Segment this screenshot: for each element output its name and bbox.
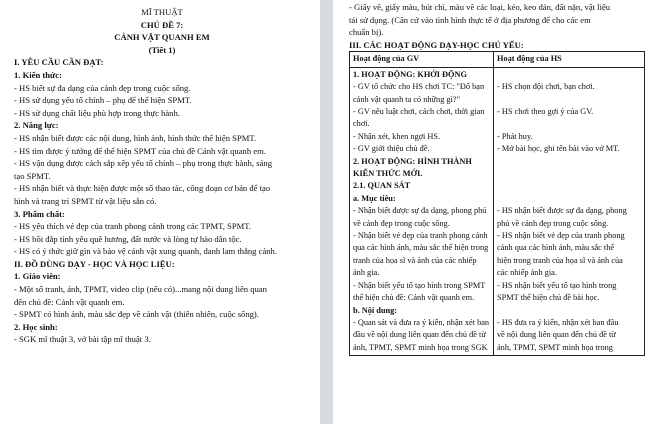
text-line: chơi. (353, 119, 370, 129)
subheading-observe: 2.1. QUAN SÁT (353, 181, 411, 191)
text-line: cảnh qua các hình ảnh, màu sắc thể (497, 243, 615, 253)
subject-title: MĨ THUẬT (141, 7, 183, 17)
period-label: (Tiết 1) (148, 44, 176, 55)
text-line: - SPMT có hình ảnh, màu sắc đẹp về cảnh vật (thiên nhiên, cuộc sống). (14, 309, 259, 320)
text-line: - HS có ý thức giữ gìn và bảo vệ cảnh vật xung quanh, danh lam thắng cảnh. (14, 246, 278, 257)
text-line: chuẩn bị). (349, 27, 384, 38)
activity-heading-new-knowledge-cont: KIẾN THỨC MỚI. (353, 169, 423, 179)
subheading-qualities: 3. Phẩm chất: (14, 208, 65, 219)
text-line: - Nhận biết yếu tố tạo hình trong SPMT (353, 280, 486, 290)
text-line: hiện trong tranh của họa sĩ và ảnh của (497, 255, 623, 265)
text-line: hình và trang trí SPMT từ vật liệu sẵn có. (14, 195, 157, 206)
section-heading-requirements: I. YÊU CẦU CẦN ĐẠT: (14, 57, 104, 68)
subheading-teacher: 1. Giáo viên: (14, 271, 61, 282)
text-line: - HS vận dụng được cách sắp xếp yếu tố chính – phụ trong thực hành, sáng (14, 158, 273, 169)
text-line: - HS nhận biết vẻ đẹp của tranh phong (497, 231, 625, 241)
subheading-knowledge: 1. Kiến thức: (14, 69, 62, 80)
document-page-left (0, 0, 320, 424)
document-page-right (333, 0, 650, 424)
activity-heading-new-knowledge: 2. HOẠT ĐỘNG: HÌNH THÀNH (353, 156, 472, 166)
text-line: - HS nhận biết được sự đa dạng, phong (497, 206, 627, 216)
text-line: - HS sử dụng chất liệu phù hợp trong thực hành. (14, 107, 180, 118)
subheading-objectives: a. Mục tiêu: (353, 193, 396, 203)
table-header-row (350, 52, 645, 67)
text-line: - Nhận biết được sự đa dạng, phong phú (353, 206, 487, 216)
text-line: - Một số tranh, ảnh, TPMT, video clip (nếu có)...mang nội dung liên quan (14, 284, 267, 295)
text-line: - SGK mĩ thuật 3, vở bài tập mĩ thuật 3. (14, 334, 151, 345)
text-line: - HS nhận biết được các nội dung, hình ảnh, hình thức thể hiện SPMT. (14, 132, 257, 143)
text-line: về nội dung liên quan đến chủ đề từ (497, 330, 616, 340)
theme-title: CHỦ ĐỀ 7: (140, 19, 184, 30)
text-line: cảnh vật quanh ta có những gì?" (353, 94, 460, 104)
teacher-activity-cell (350, 67, 494, 355)
text-line: về cảnh đẹp trong cuộc sống. (353, 218, 450, 228)
text-line: - Phát huy. (497, 131, 533, 141)
text-line: tái sử dụng. (Căn cứ vào tình hình thực tế ở địa phương để cho các em (349, 14, 591, 25)
text-line: phú về cảnh đẹp trong cuộc sống. (497, 218, 609, 228)
text-line: - GV nêu luật chơi, cách chơi, thời gian (353, 107, 485, 116)
text-line: - HS yêu thích vẻ đẹp của tranh phong cảnh trong các TPMT, SPMT. (14, 221, 251, 232)
column-header-teacher: Hoạt động của GV (350, 52, 494, 67)
text-line: tạo SPMT. (14, 170, 51, 181)
text-line: - Nhận biết vẻ đẹp của tranh phong cảnh (353, 231, 488, 241)
text-line: - HS tìm được ý tưởng để thể hiện SPMT của chủ đề Cảnh vật quanh em. (14, 145, 266, 156)
text-line: đầu về nội dung liên quan đến chủ đề từ (353, 330, 486, 340)
text-line: các nhiếp ảnh gia. (497, 268, 557, 278)
text-line: - HS biết sự đa dạng của cảnh đẹp trong cuộc sống. (14, 82, 191, 93)
text-line: đến chủ đề: Cảnh vật quanh em. (14, 296, 125, 307)
lesson-title: CẢNH VẬT QUANH EM (114, 32, 210, 43)
text-line: qua các hình ảnh, màu sắc thể hiện trong (353, 243, 489, 253)
text-line: ảnh gia. (353, 268, 380, 278)
text-line: - HS chơi theo gợi ý của GV. (497, 107, 594, 116)
text-line: - HS sử dụng yếu tố chính – phụ để thể hiện SPMT. (14, 95, 192, 106)
text-line: - Giấy vẽ, giấy màu, bút chì, màu vẽ các loại, kéo, keo dán, đất nặn, vật liệu (349, 2, 611, 12)
text-line: - HS đưa ra ý kiến, nhận xét ban đầu (497, 317, 619, 327)
table-row (350, 67, 645, 355)
text-line: ảnh, TPMT, SPMT minh họa trong (497, 342, 613, 352)
student-activity-cell (494, 67, 645, 355)
text-line: - GV giới thiệu chủ đề. (353, 144, 430, 154)
section-heading-materials: II. ĐỒ DÙNG DẠY - HỌC VÀ HỌC LIỆU: (14, 258, 175, 269)
text-line: - Quan sát và đưa ra ý kiến, nhận xét ban (353, 317, 490, 327)
text-line: ảnh, TPMT, SPMT minh họa trong SGK (353, 342, 488, 352)
section-heading-activities: III. CÁC HOẠT ĐỘNG DẠY-HỌC CHỦ YẾU: (349, 39, 524, 50)
subheading-competence: 2. Năng lực: (14, 120, 59, 131)
column-header-student: Hoạt động của HS (494, 52, 645, 67)
activity-heading-warmup: 1. HOẠT ĐỘNG: KHỞI ĐỘNG (353, 69, 467, 79)
text-line: SPMT thể hiện chủ đề bài học. (497, 293, 600, 303)
text-line: tranh của họa sĩ và ảnh của các nhiếp (353, 255, 477, 265)
subheading-students: 2. Học sinh: (14, 321, 58, 332)
text-line: - HS nhận biết và thực hiện được một số thao tác, công đoạn cơ bản để tạo (14, 183, 271, 194)
activities-table (349, 51, 645, 356)
subheading-content: b. Nội dung: (353, 305, 398, 315)
text-line: thể hiện chủ đề: Cảnh vật quanh em. (353, 293, 475, 303)
text-line: - HS chọn đội chơi, bạn chơi. (497, 82, 595, 92)
text-line: - GV tổ chức cho HS chơi TC: "Đố bạn (353, 82, 485, 92)
text-line: - Nhận xét, khen ngợi HS. (353, 131, 441, 141)
text-line: - HS bồi đắp tình yêu quê hương, đất nước và lòng tự hào dân tộc. (14, 233, 242, 244)
text-line: - HS nhận biết yếu tố tạo hình trong (497, 280, 617, 290)
text-line: - Mở bài học, ghi tên bài vào vở MT. (497, 144, 620, 154)
